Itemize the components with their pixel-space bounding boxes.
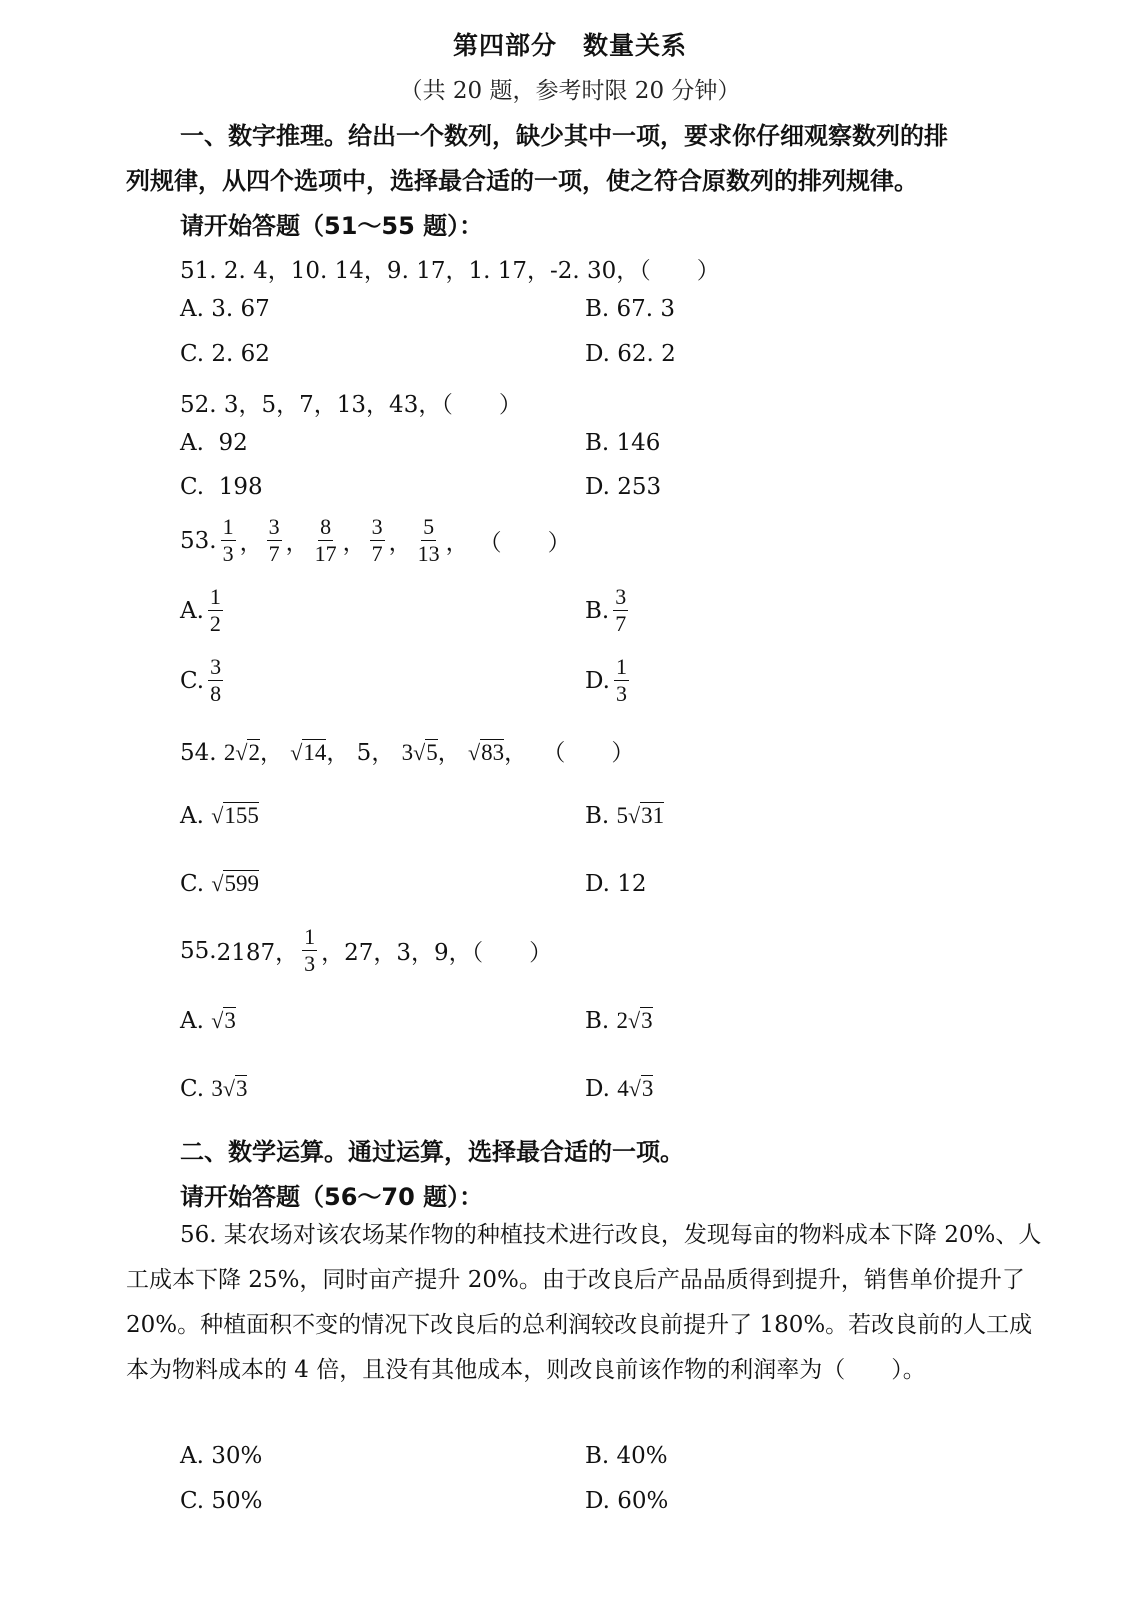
q53-term-4: $\frac{3}{7}$ (371, 514, 383, 566)
q54-blank: （ ） (542, 740, 635, 766)
q55-option-b[interactable]: B. 2√3 (585, 1008, 653, 1034)
page-title: 第四部分 数量关系 (452, 31, 687, 60)
section1-start-prompt: 请开始答题（51～55 题）： (180, 212, 484, 240)
q53-term-5: $\frac{5}{13}$ (417, 514, 440, 566)
q55-option-a[interactable]: A. √3 (180, 1008, 236, 1034)
q52-option-d[interactable]: D. 253 (585, 474, 662, 500)
q54-term-4: 3√5 (401, 740, 438, 765)
q52-stem: 52. 3，5，7，13，43，（ ） (180, 392, 522, 418)
q53-option-b[interactable]: B. $\frac{3}{7}$ (585, 584, 627, 636)
section1-instruction-line2: 列规律，从四个选项中，选择最合适的一项，使之符合原数列的排列规律。 (126, 167, 918, 195)
section2-start-prompt: 请开始答题（56～70 题）： (180, 1183, 484, 1211)
q52-option-a[interactable]: A. 92 (180, 430, 248, 456)
q53-option-d[interactable]: D. $\frac{1}{3}$ (585, 654, 627, 706)
q54-option-d[interactable]: D. 12 (585, 871, 647, 897)
q51-option-a[interactable]: A. 3. 67 (180, 296, 270, 322)
q55-option-d[interactable]: D. 4√3 (585, 1076, 654, 1102)
q53-option-a[interactable]: A. $\frac{1}{2}$ (180, 584, 221, 636)
q54-option-a[interactable]: A. √155 (180, 803, 259, 829)
q56-option-c[interactable]: C. 50% (180, 1488, 263, 1514)
q53-blank: （ ） (478, 530, 571, 556)
q53-term-2: $\frac{3}{7}$ (268, 514, 280, 566)
q51-option-d[interactable]: D. 62. 2 (585, 341, 676, 367)
q52-option-c[interactable]: C. 198 (180, 474, 263, 500)
q51-option-c[interactable]: C. 2. 62 (180, 341, 270, 367)
q56-option-a[interactable]: A. 30% (180, 1443, 263, 1469)
q53-term-1: $\frac{1}{3}$ (222, 514, 234, 566)
q53-stem: 53. $\frac{1}{3}$ ， $\frac{3}{7}$ ， $\frac{8}{17}$ ， $\frac{3}{7}$ ， $\frac{5}{13}$ ， （ ） (180, 514, 571, 566)
q54-stem: 54. 2√2， √14， 5， 3√5， √83， （ ） (180, 740, 635, 766)
q51-option-b[interactable]: B. 67. 3 (585, 296, 676, 322)
q53-term-3: $\frac{8}{17}$ (314, 514, 337, 566)
q55-term-fraction: $\frac{1}{3}$ (304, 924, 316, 976)
q55-option-c[interactable]: C. 3√3 (180, 1076, 248, 1102)
q54-term-5: √83 (468, 740, 505, 765)
q54-option-c[interactable]: C. √599 (180, 871, 259, 897)
q54-option-b[interactable]: B. 5√31 (585, 803, 665, 829)
q55-stem: 55. 2187， $\frac{1}{3}$ ，27，3，9，（ ） (180, 924, 553, 976)
q54-term-3: 5 (356, 740, 372, 766)
q54-term-1: 2√2 (223, 740, 260, 765)
q52-option-b[interactable]: B. 146 (585, 430, 661, 456)
q56-stem: 56. 某农场对该农场某作物的种植技术进行改良，发现每亩的物料成本下降 20%、人工成本下降 25%，同时亩产提升 20%。由于改良后产品品质得到提升，销售单价提升了 20%。种植面积不变的情况下改良后的总利润较改良前提升了 180%。若改良前的人工成本为物料成本的 4 倍，且没有其他成本，则改良前该作物的利润率为（ ）。 (126, 1222, 1042, 1383)
q53-number: 53. (180, 527, 217, 554)
section2-instruction: 二、数学运算。通过运算，选择最合适的一项。 (180, 1138, 684, 1166)
q56-option-b[interactable]: B. 40% (585, 1443, 668, 1469)
q54-term-2: √14 (290, 740, 327, 765)
section1-instruction-line1: 一、数字推理。给出一个数列，缺少其中一项，要求你仔细观察数列的排 (180, 122, 948, 150)
q53-option-c[interactable]: C. $\frac{3}{8}$ (180, 654, 222, 706)
page-subtitle: （共 20 题，参考时限 20 分钟） (399, 78, 741, 104)
q51-stem: 51. 2. 4，10. 14，9. 17，1. 17，-2. 30，（ ） (180, 258, 720, 284)
q56-option-d[interactable]: D. 60% (585, 1488, 669, 1514)
